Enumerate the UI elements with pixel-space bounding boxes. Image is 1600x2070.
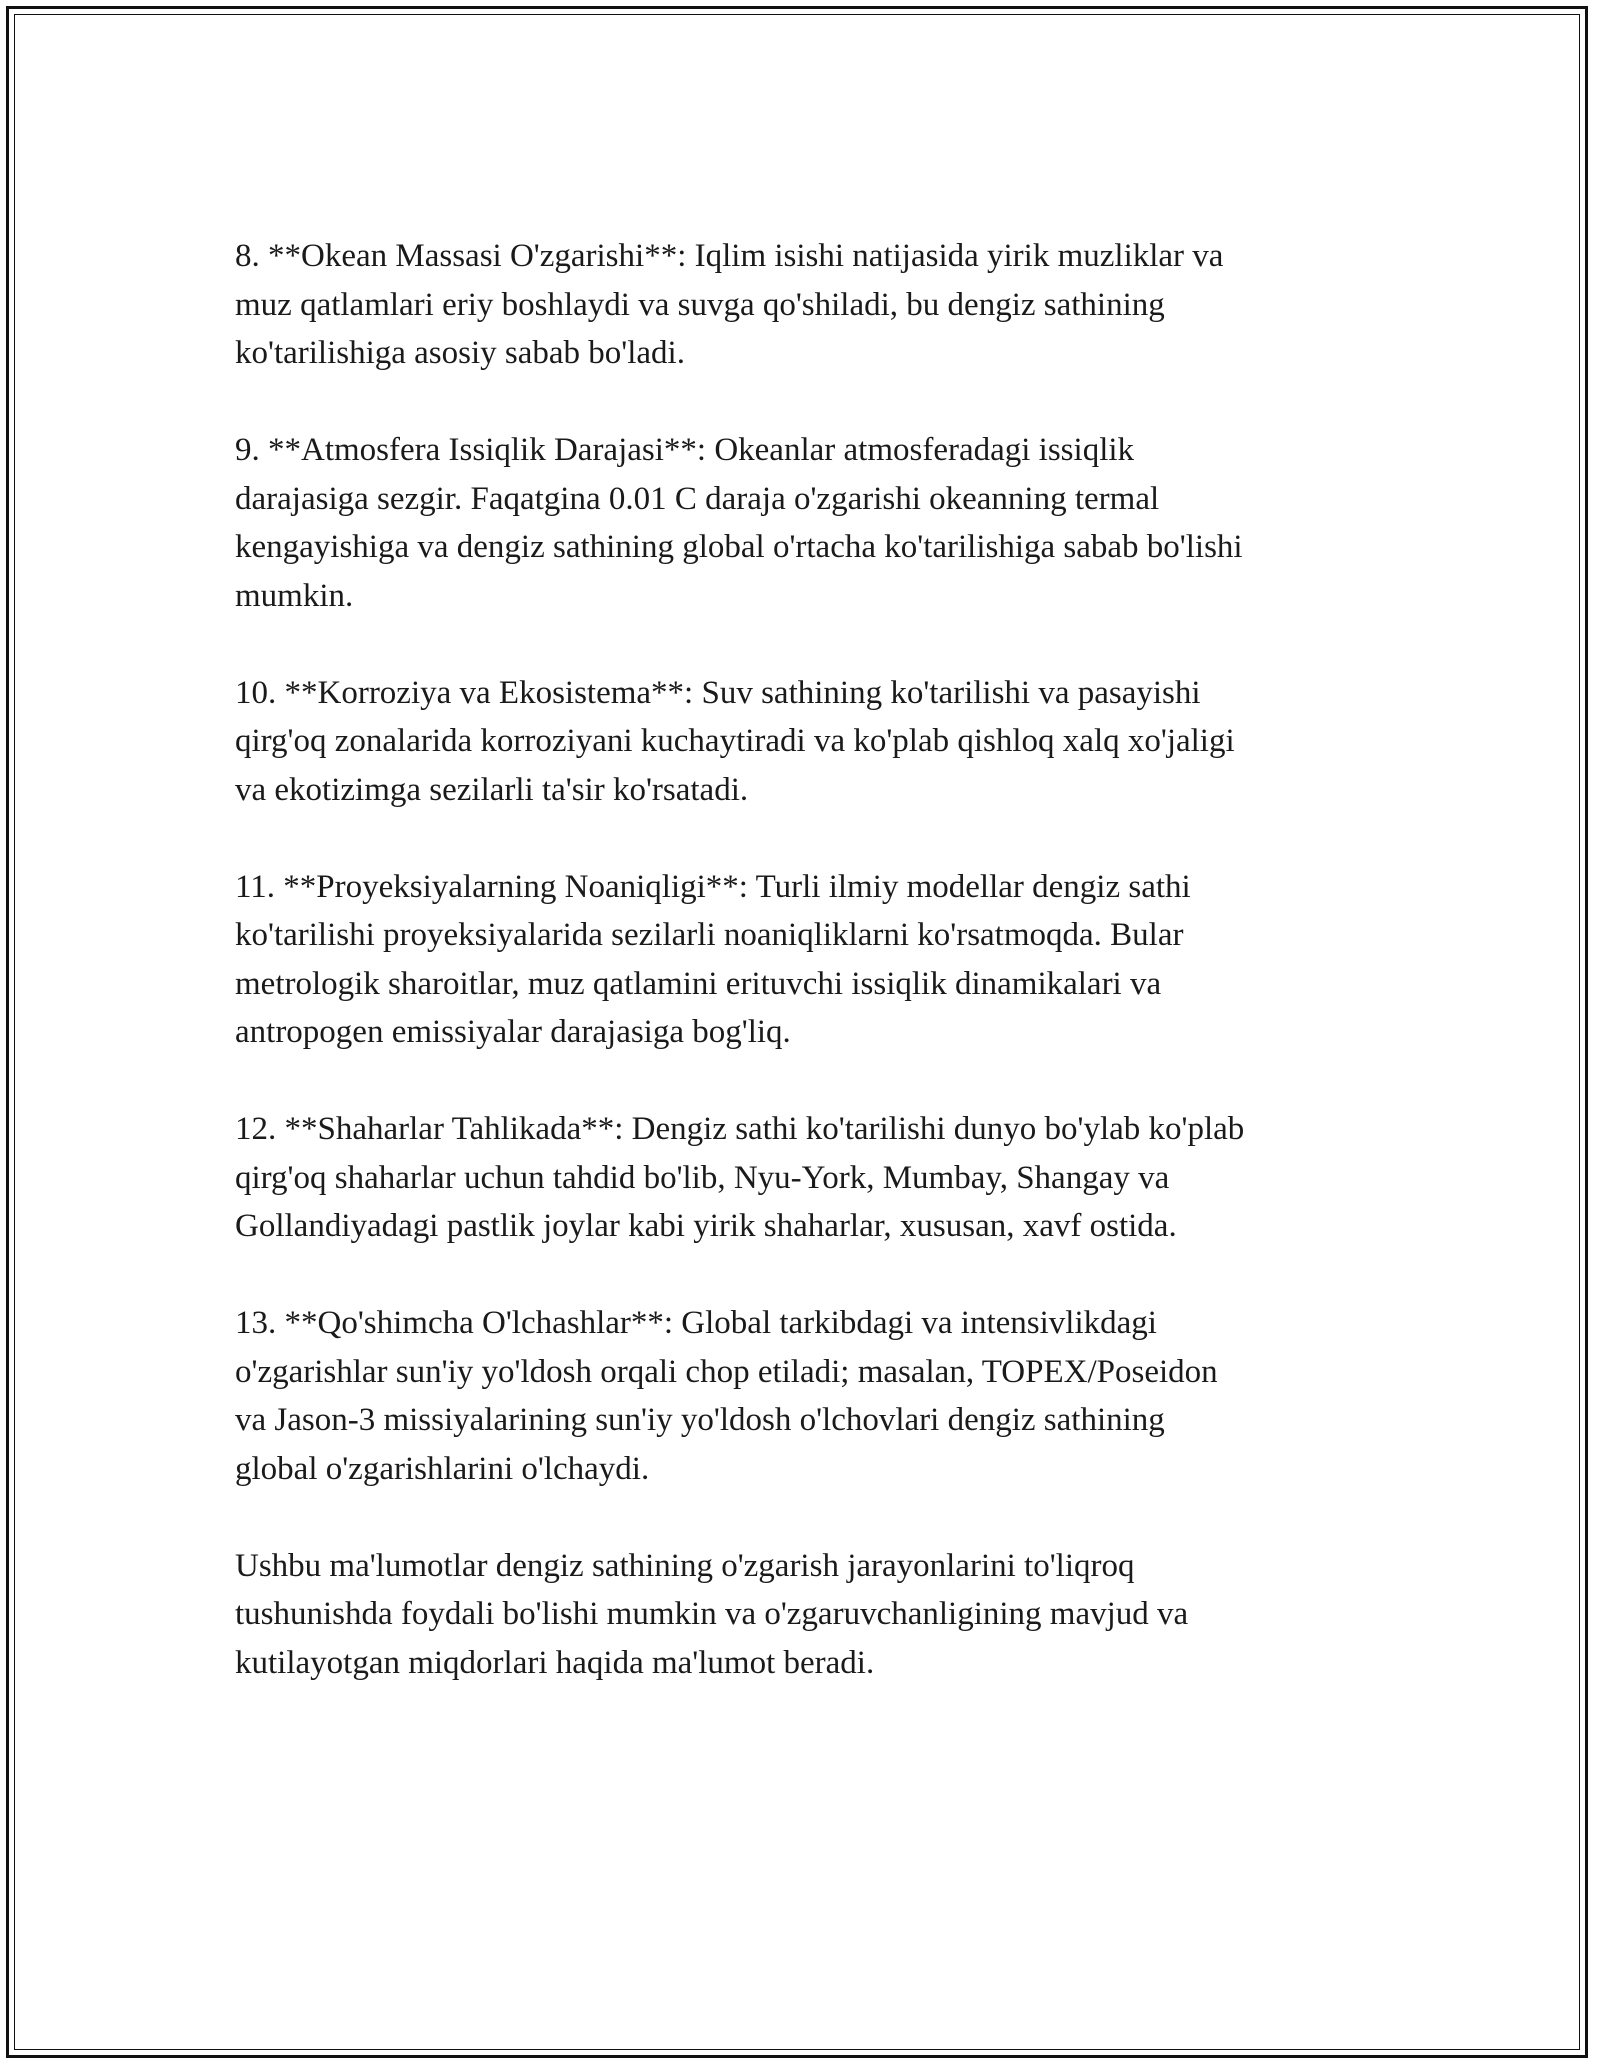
paragraph-shaharlar-tahlikada: 12. **Shaharlar Tahlikada**: Dengiz sathi ko'tarilishi dunyo bo'ylab ko'plab qirg'oq shaharlar uchun tahdid bo'lib, Nyu-York, Mumbay, Shangay va Gollandiyadagi pastlik joylar kabi yirik shaharlar, xususan, xavf ostida. (235, 1111, 1245, 1244)
document-body (235, 232, 1385, 1736)
paragraph-qoshimcha-olchashlar: 13. **Qo'shimcha O'lchashlar**: Global tarkibdagi va intensivlikdagi o'zgarishlar sun'iy yo'ldosh orqali chop etiladi; masalan, TOPEX/Poseidon va Jason-3 missiyalarining sun'iy yo'ldosh o'lchovlari dengiz sathining global o'zgarishlarini o'lchaydi. (235, 1305, 1218, 1487)
paragraph-atmosfera-issiqlik: 9. **Atmosfera Issiqlik Darajasi**: Okeanlar atmosferadagi issiqlik darajasiga sezgir. Faqatgina 0.01 C daraja o'zgarishi okeanning termal kengayishiga va dengiz sathining global o'rtacha ko'tarilishiga sabab bo'lishi mumkin. (235, 432, 1243, 614)
paragraph-conclusion: Ushbu ma'lumotlar dengiz sathining o'zgarish jarayonlarini to'liqroq tushunishda foydali bo'lishi mumkin va o'zgaruvchanligining mavjud va kutilayotgan miqdorlari haqida ma'lumot beradi. (235, 1547, 1189, 1681)
paragraph-okean-massasi: 8. **Okean Massasi O'zgarishi**: Iqlim isishi natijasida yirik muzliklar va muz qatlamlari eriy boshlaydi va suvga qo'shiladi, bu dengiz sathining ko'tarilishiga asosiy sabab bo'ladi. (235, 238, 1224, 371)
paragraph-korroziya-ekosistema: 10. **Korroziya va Ekosistema**: Suv sathining ko'tarilishi va pasayishi qirg'oq zonalarida korroziyani kuchaytiradi va ko'plab qishloq xalq xo'jaligi va ekotizimga sezilarli ta'sir ko'rsatadi. (235, 674, 1235, 808)
paragraph-proyeksiyalar-noaniqligi: 11. **Proyeksiyalarning Noaniqligi**: Turli ilmiy modellar dengiz sathi ko'tarilishi proyeksiyalarida sezilarli noaniqliklarni ko'rsatmoqda. Bular metrologik sharoitlar, muz qatlamini erituvchi issiqlik dinamikalari va antropogen emissiyalar darajasiga bog'liq. (235, 868, 1191, 1050)
